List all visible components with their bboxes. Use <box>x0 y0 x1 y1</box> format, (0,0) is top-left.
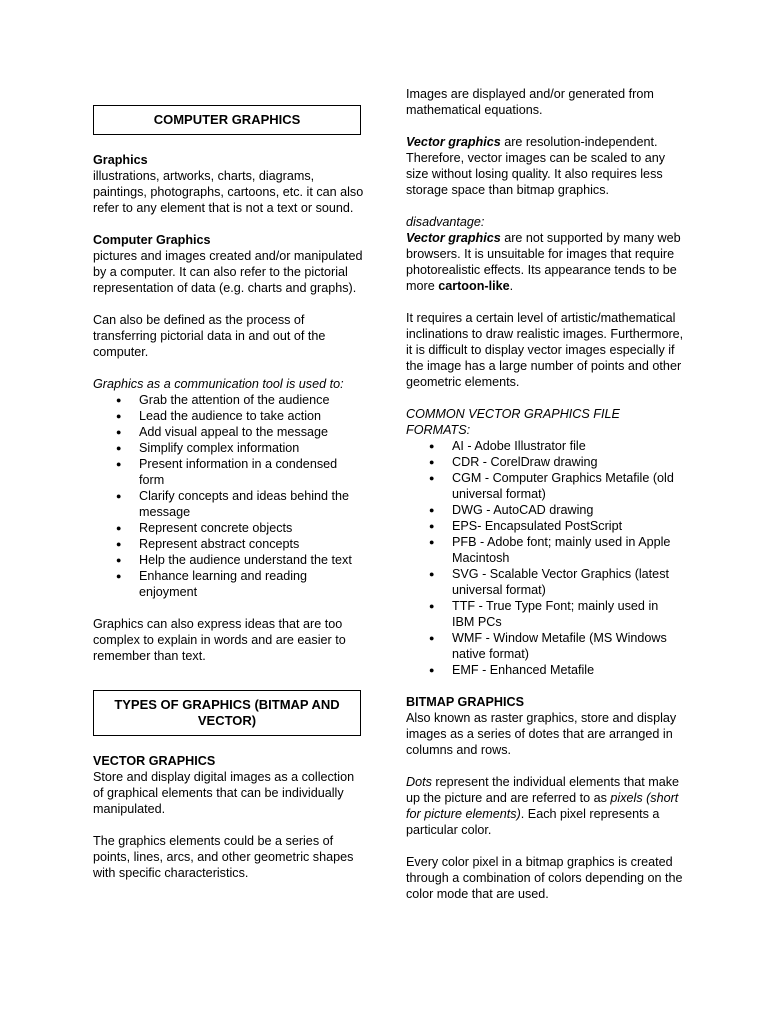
communication-intro: Graphics as a communication tool is used to: <box>93 377 344 391</box>
list-item: ● PFB - Adobe font; mainly used in Apple Macintosh <box>406 534 684 566</box>
vector-elements-paragraph: The graphics elements could be a series of points, lines, arcs, and other geometric shapes with specific characteristics. <box>93 834 354 880</box>
term-vector-graphics-inline: Vector graphics <box>406 135 501 149</box>
list-item: ● EMF - Enhanced Metafile <box>406 662 684 678</box>
formats-heading: COMMON VECTOR GRAPHICS FILE FORMATS: <box>406 407 620 437</box>
dots-paragraph: Dots represent the individual elements that make up the picture and are referred to as pixels (short for picture elements). Each pixel represents a particular color. <box>406 775 680 837</box>
express-paragraph: Graphics can also express ideas that are too complex to explain in words and are easier to remember than text. <box>93 617 346 663</box>
list-item: ● Lead the audience to take action <box>93 408 365 424</box>
definition-bitmap-graphics: Also known as raster graphics, store and display images as a series of dotes that are arranged in columns and rows. <box>406 711 677 757</box>
list-item: ● EPS- Encapsulated PostScript <box>406 518 684 534</box>
disadvantage-label: disadvantage: <box>406 215 485 229</box>
definition-computer-graphics-2: Can also be defined as the process of transferring pictorial data in and out of the computer. <box>93 313 326 359</box>
right-column <box>406 0 684 902</box>
resolution-independent-paragraph: Vector graphics are resolution-independent. Therefore, vector images can be scaled to any size without losing quality. It also requires less storage space than bitmap graphics. <box>406 135 666 197</box>
list-item: ● Present information in a condensed form <box>93 456 365 488</box>
list-item: ● TTF - True Type Font; mainly used in IBM PCs <box>406 598 684 630</box>
artistic-paragraph: It requires a certain level of artistic/mathematical inclinations to draw realistic images. Furthermore, it is difficult to display vector images especially if the image has a large number of points and other geometric elements. <box>406 311 684 389</box>
list-item: ● CGM - Computer Graphics Metafile (old universal format) <box>406 470 684 502</box>
list-item: ● AI - Adobe Illustrator file <box>406 438 684 454</box>
list-item: ● Represent concrete objects <box>93 520 365 536</box>
list-item: ● WMF - Window Metafile (MS Windows native format) <box>406 630 684 662</box>
heading-computer-graphics: COMPUTER GRAPHICS <box>93 105 361 135</box>
list-item: ● DWG - AutoCAD drawing <box>406 502 684 518</box>
term-bitmap-graphics: BITMAP GRAPHICS <box>406 695 525 709</box>
term-vector-graphics-inline-2: Vector graphics <box>406 231 501 245</box>
math-paragraph: Images are displayed and/or generated from mathematical equations. <box>406 87 654 117</box>
definition-graphics: illustrations, artworks, charts, diagrams, paintings, photographs, cartoons, etc. it can also refer to any element that is not a text or sound. <box>93 169 364 215</box>
left-column <box>93 0 365 881</box>
term-vector-graphics: VECTOR GRAPHICS <box>93 754 216 768</box>
list-item: ● Add visual appeal to the message <box>93 424 365 440</box>
heading-types-of-graphics: TYPES OF GRAPHICS (BITMAP AND VECTOR) <box>93 690 361 736</box>
color-pixel-paragraph: Every color pixel in a bitmap graphics is created through a combination of colors depending on the color mode that are used. <box>406 855 683 901</box>
formats-list <box>406 438 684 678</box>
list-item: ● CDR - CorelDraw drawing <box>406 454 684 470</box>
list-item: ● Help the audience understand the text <box>93 552 365 568</box>
disadvantage-paragraph: Vector graphics are not supported by many web browsers. It is unsuitable for images that require photorealistic effects. Its appearance tends to be more cartoon-like. <box>406 231 681 293</box>
term-computer-graphics: Computer Graphics <box>93 233 211 247</box>
list-item: ● SVG - Scalable Vector Graphics (latest universal format) <box>406 566 684 598</box>
list-item: ● Grab the attention of the audience <box>93 392 365 408</box>
definition-computer-graphics: pictures and images created and/or manipulated by a computer. It can also refer to the pictorial representation of data (e.g. charts and graphs). <box>93 249 363 295</box>
communication-list <box>93 392 365 600</box>
list-item: ● Represent abstract concepts <box>93 536 365 552</box>
list-item: ● Simplify complex information <box>93 440 365 456</box>
list-item: ● Clarify concepts and ideas behind the message <box>93 488 365 520</box>
list-item: ● Enhance learning and reading enjoyment <box>93 568 365 600</box>
term-graphics: Graphics <box>93 153 148 167</box>
definition-vector-graphics: Store and display digital images as a collection of graphical elements that can be individually manipulated. <box>93 770 355 816</box>
